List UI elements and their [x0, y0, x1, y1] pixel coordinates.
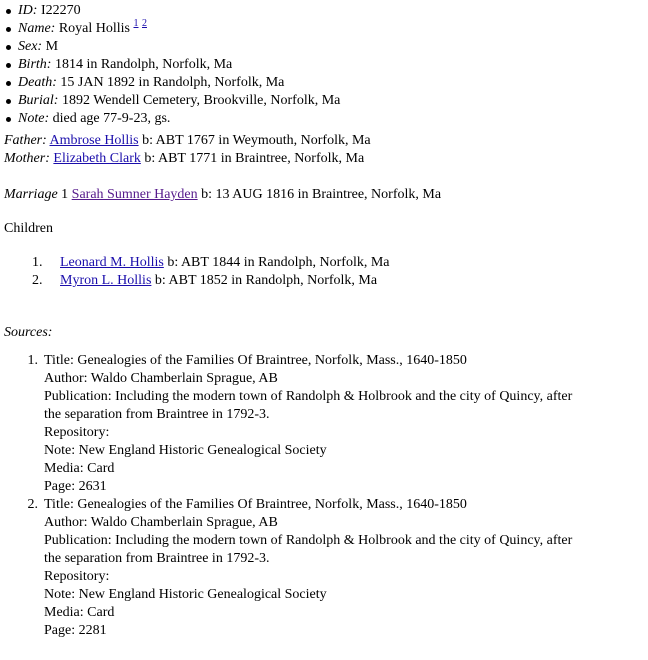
father-details: b: ABT 1767 in Weymouth, Norfolk, Ma [142, 133, 371, 148]
parents [4, 132, 644, 168]
fact-death-value: 15 JAN 1892 in Randolph, Norfolk, Ma [60, 75, 285, 90]
fact-birth-label: Birth: [18, 57, 52, 72]
child-details: b: ABT 1852 in Randolph, Norfolk, Ma [154, 273, 378, 288]
sources-list [4, 352, 644, 640]
child-link[interactable]: Leonard M. Hollis [60, 255, 164, 270]
source-page: Page: 2281 [44, 623, 107, 638]
source-media: Media: Card [44, 605, 115, 620]
child-number-cell [4, 254, 60, 272]
source-repository: Repository: [44, 569, 110, 584]
source-author: Author: Waldo Chamberlain Sprague, AB [44, 371, 278, 386]
source-publication-cont: the separation from Braintree in 1792-3. [44, 551, 270, 566]
fact-sex-label: Sex: [18, 39, 43, 54]
fact-burial-label: Burial: [18, 93, 59, 108]
spouse-details: b: 13 AUG 1816 in Braintree, Norfolk, Ma [201, 187, 442, 202]
source-ref-link-2[interactable]: 2 [142, 18, 147, 29]
fact-id-label: ID: [18, 3, 38, 18]
source-author: Author: Waldo Chamberlain Sprague, AB [44, 515, 278, 530]
fact-sex [4, 38, 644, 56]
child-number: 2. [32, 273, 43, 288]
fact-birth-value: 1814 in Randolph, Norfolk, Ma [54, 57, 233, 72]
child-item [4, 254, 644, 272]
fact-name-label: Name: [18, 21, 56, 36]
fact-name [4, 20, 644, 38]
source-item [4, 496, 644, 640]
child-item [4, 272, 644, 290]
sources-heading [4, 324, 644, 342]
source-publication: Publication: Including the modern town of Randolph & Holbrook and the city of Quincy, after [44, 533, 573, 548]
source-body [44, 496, 644, 640]
fact-note-label: Note: [18, 111, 50, 126]
fact-death [4, 74, 644, 92]
source-media: Media: Card [44, 461, 115, 476]
source-body [44, 352, 644, 496]
fact-burial-value: 1892 Wendell Cemetery, Brookville, Norfolk, Ma [61, 93, 341, 108]
child-number: 1. [32, 255, 43, 270]
source-publication: Publication: Including the modern town of Randolph & Holbrook and the city of Quincy, after [44, 389, 573, 404]
fact-sex-value: M [45, 39, 59, 54]
father-link[interactable]: Ambrose Hollis [49, 133, 139, 148]
source-page: Page: 2631 [44, 479, 107, 494]
father-line [4, 132, 644, 150]
fact-burial [4, 92, 644, 110]
father-label: Father: [4, 133, 47, 148]
source-note: Note: New England Historic Genealogical Society [44, 443, 327, 458]
source-number: 1. [27, 353, 38, 368]
facts-list [4, 2, 644, 128]
source-ref-link-1[interactable]: 1 [133, 18, 139, 29]
marriage-label: Marriage [4, 187, 58, 202]
fact-id [4, 2, 644, 20]
source-publication-cont: the separation from Braintree in 1792-3. [44, 407, 270, 422]
fact-death-label: Death: [18, 75, 57, 90]
children-list [4, 254, 644, 290]
fact-note [4, 110, 644, 128]
mother-line [4, 150, 644, 168]
fact-birth [4, 56, 644, 74]
mother-link[interactable]: Elizabeth Clark [53, 151, 141, 166]
mother-details: b: ABT 1771 in Braintree, Norfolk, Ma [144, 151, 365, 166]
sources-heading-text: Sources: [4, 325, 53, 340]
spouse-link[interactable]: Sarah Sumner Hayden [71, 187, 198, 202]
child-details: b: ABT 1844 in Randolph, Norfolk, Ma [167, 255, 390, 270]
source-number: 2. [27, 497, 38, 512]
child-number-cell [4, 272, 60, 290]
fact-id-value: I22270 [40, 3, 81, 18]
fact-name-value: Royal Hollis [58, 21, 130, 36]
source-item [4, 352, 644, 496]
child-link[interactable]: Myron L. Hollis [60, 273, 152, 288]
source-repository: Repository: [44, 425, 110, 440]
mother-label: Mother: [4, 151, 50, 166]
fact-note-value: died age 77-9-23, gs. [52, 111, 171, 126]
children-heading: Children [4, 221, 53, 236]
source-title: Title: Genealogies of the Families Of Braintree, Norfolk, Mass., 1640-1850 [44, 497, 467, 512]
marriage-line [4, 186, 644, 204]
marriage-number: 1 [61, 187, 69, 202]
source-title: Title: Genealogies of the Families Of Braintree, Norfolk, Mass., 1640-1850 [44, 353, 467, 368]
source-note: Note: New England Historic Genealogical Society [44, 587, 327, 602]
